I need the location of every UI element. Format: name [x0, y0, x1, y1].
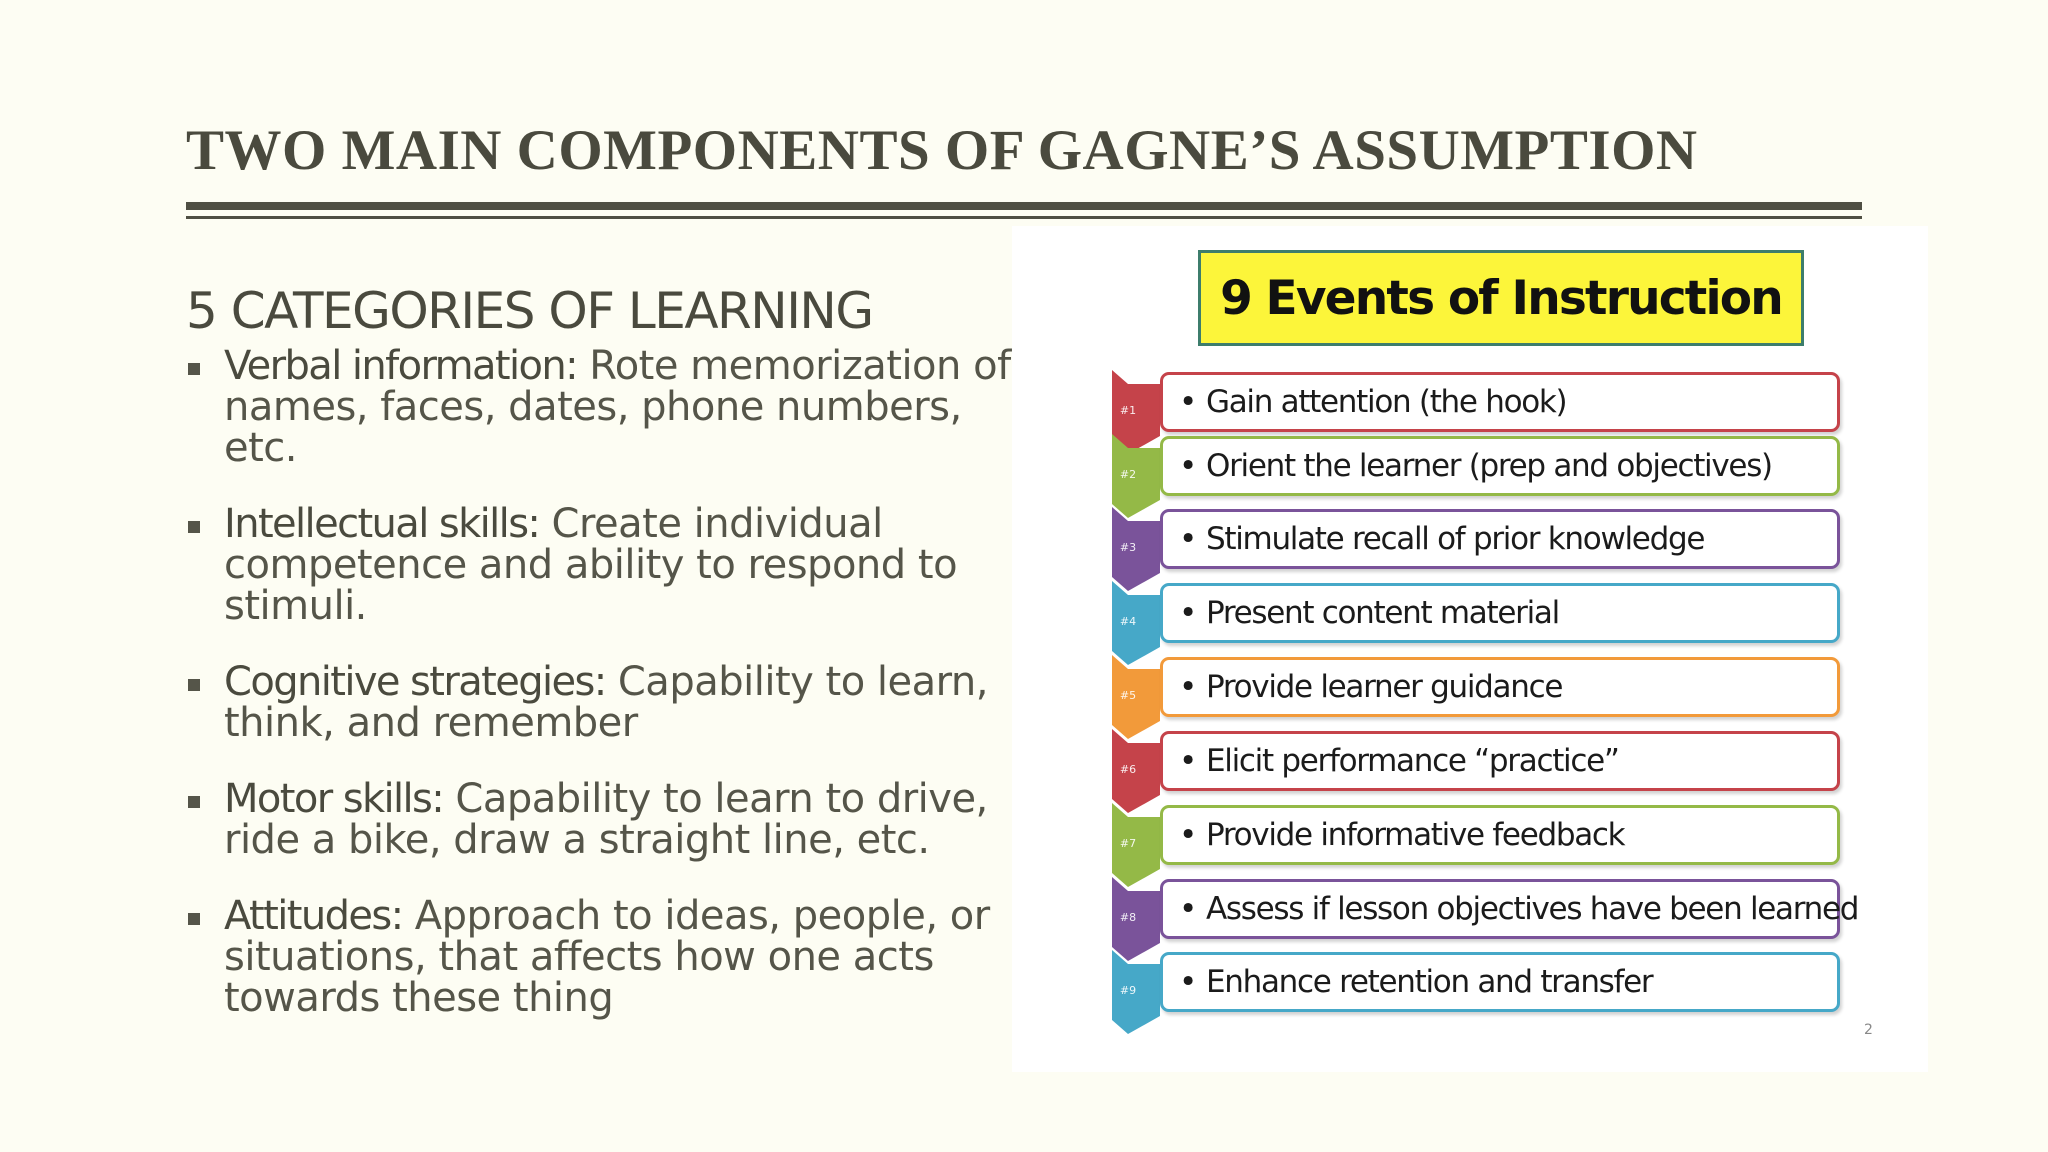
slide-title: TWO MAIN COMPONENTS OF GAGNE’S ASSUMPTION: [186, 119, 1698, 182]
event-box: [1160, 952, 1840, 1012]
event-label: Stimulate recall of prior knowledge: [1206, 521, 1705, 557]
event-label: Enhance retention and transfer: [1206, 964, 1653, 1000]
title-underline-thick: [186, 202, 1862, 210]
event-chevron-marker: [1112, 434, 1160, 518]
event-row-2: [1012, 434, 1928, 504]
category-motor-skills: [186, 776, 1026, 863]
category-term: Attitudes:: [224, 893, 403, 939]
categories-heading: 5 CATEGORIES OF LEARNING: [186, 282, 873, 340]
event-box: [1160, 731, 1840, 791]
bullet-dot: •: [1179, 964, 1196, 1000]
category-description: Create individual competence and ability to respond to stimuli.: [224, 501, 958, 629]
event-box: [1160, 372, 1840, 432]
event-row-9: [1012, 950, 1928, 1020]
event-chevron-marker: [1112, 581, 1160, 665]
event-row-8: [1012, 877, 1928, 947]
category-term: Verbal information:: [224, 343, 577, 389]
categories-list: [186, 343, 1026, 1021]
event-chevron-marker: [1112, 655, 1160, 739]
category-cognitive-strategies: [186, 659, 1026, 746]
event-label: Orient the learner (prep and objectives): [1206, 448, 1772, 484]
event-row-7: [1012, 803, 1928, 873]
category-description: Capability to learn to drive, ride a bike, draw a straight line, etc.: [224, 776, 988, 863]
event-number: #5: [1119, 689, 1137, 702]
events-of-instruction-figure: [1012, 226, 1928, 1072]
title-underline-thin: [186, 216, 1862, 219]
event-label: Present content material: [1206, 595, 1559, 631]
event-number: #8: [1119, 911, 1137, 924]
bullet-dot: •: [1179, 521, 1196, 557]
event-box: [1160, 436, 1840, 496]
event-chevron-marker: [1112, 803, 1160, 887]
bullet-dot: •: [1179, 448, 1196, 484]
event-number: #4: [1119, 615, 1137, 628]
event-number: #7: [1119, 837, 1137, 850]
bullet-dot: •: [1179, 595, 1196, 631]
event-label: Provide learner guidance: [1206, 669, 1563, 705]
event-chevron-marker: [1112, 507, 1160, 591]
event-box: [1160, 657, 1840, 717]
event-label: Gain attention (the hook): [1206, 384, 1567, 420]
event-row-6: [1012, 729, 1928, 799]
category-verbal-information: [186, 343, 1026, 471]
event-number: #1: [1119, 404, 1137, 417]
event-row-3: [1012, 507, 1928, 577]
event-box: [1160, 509, 1840, 569]
bullet-dot: •: [1179, 743, 1196, 779]
bullet-dot: •: [1179, 384, 1196, 420]
event-label: Provide informative feedback: [1206, 817, 1625, 853]
event-row-1: [1012, 370, 1928, 440]
event-number: #6: [1119, 763, 1137, 776]
category-description: Capability to learn, think, and remember: [224, 659, 988, 746]
event-chevron-marker: [1112, 729, 1160, 813]
bullet-dot: •: [1179, 817, 1196, 853]
event-row-5: [1012, 655, 1928, 725]
figure-title-box: [1198, 250, 1804, 346]
bullet-dot: •: [1179, 891, 1196, 927]
event-number: #2: [1119, 468, 1137, 481]
event-row-4: [1012, 581, 1928, 651]
event-label: Elicit performance “practice”: [1206, 743, 1619, 779]
event-number: #9: [1119, 984, 1137, 997]
event-box: [1160, 583, 1840, 643]
event-box: [1160, 879, 1859, 939]
event-chevron-marker: [1112, 877, 1160, 961]
category-description: Approach to ideas, people, or situations, that affects how one acts towards these thing: [224, 893, 990, 1021]
figure-title: 9 Events of Instruction: [1220, 270, 1782, 326]
category-intellectual-skills: [186, 501, 1026, 629]
category-term: Intellectual skills:: [224, 501, 540, 547]
category-term: Motor skills:: [224, 776, 444, 822]
categories-column: [186, 282, 1026, 1054]
event-chevron-marker: [1112, 950, 1160, 1034]
category-attitudes: [186, 893, 1026, 1021]
event-label: Assess if lesson objectives have been learned: [1206, 891, 1859, 927]
slide-page-number: 2: [1864, 1022, 1873, 1038]
bullet-dot: •: [1179, 669, 1196, 705]
category-term: Cognitive strategies:: [224, 659, 606, 705]
category-description: Rote memorization of names, faces, dates, phone numbers, etc.: [224, 343, 1011, 471]
event-number: #3: [1119, 541, 1137, 554]
event-box: [1160, 805, 1840, 865]
